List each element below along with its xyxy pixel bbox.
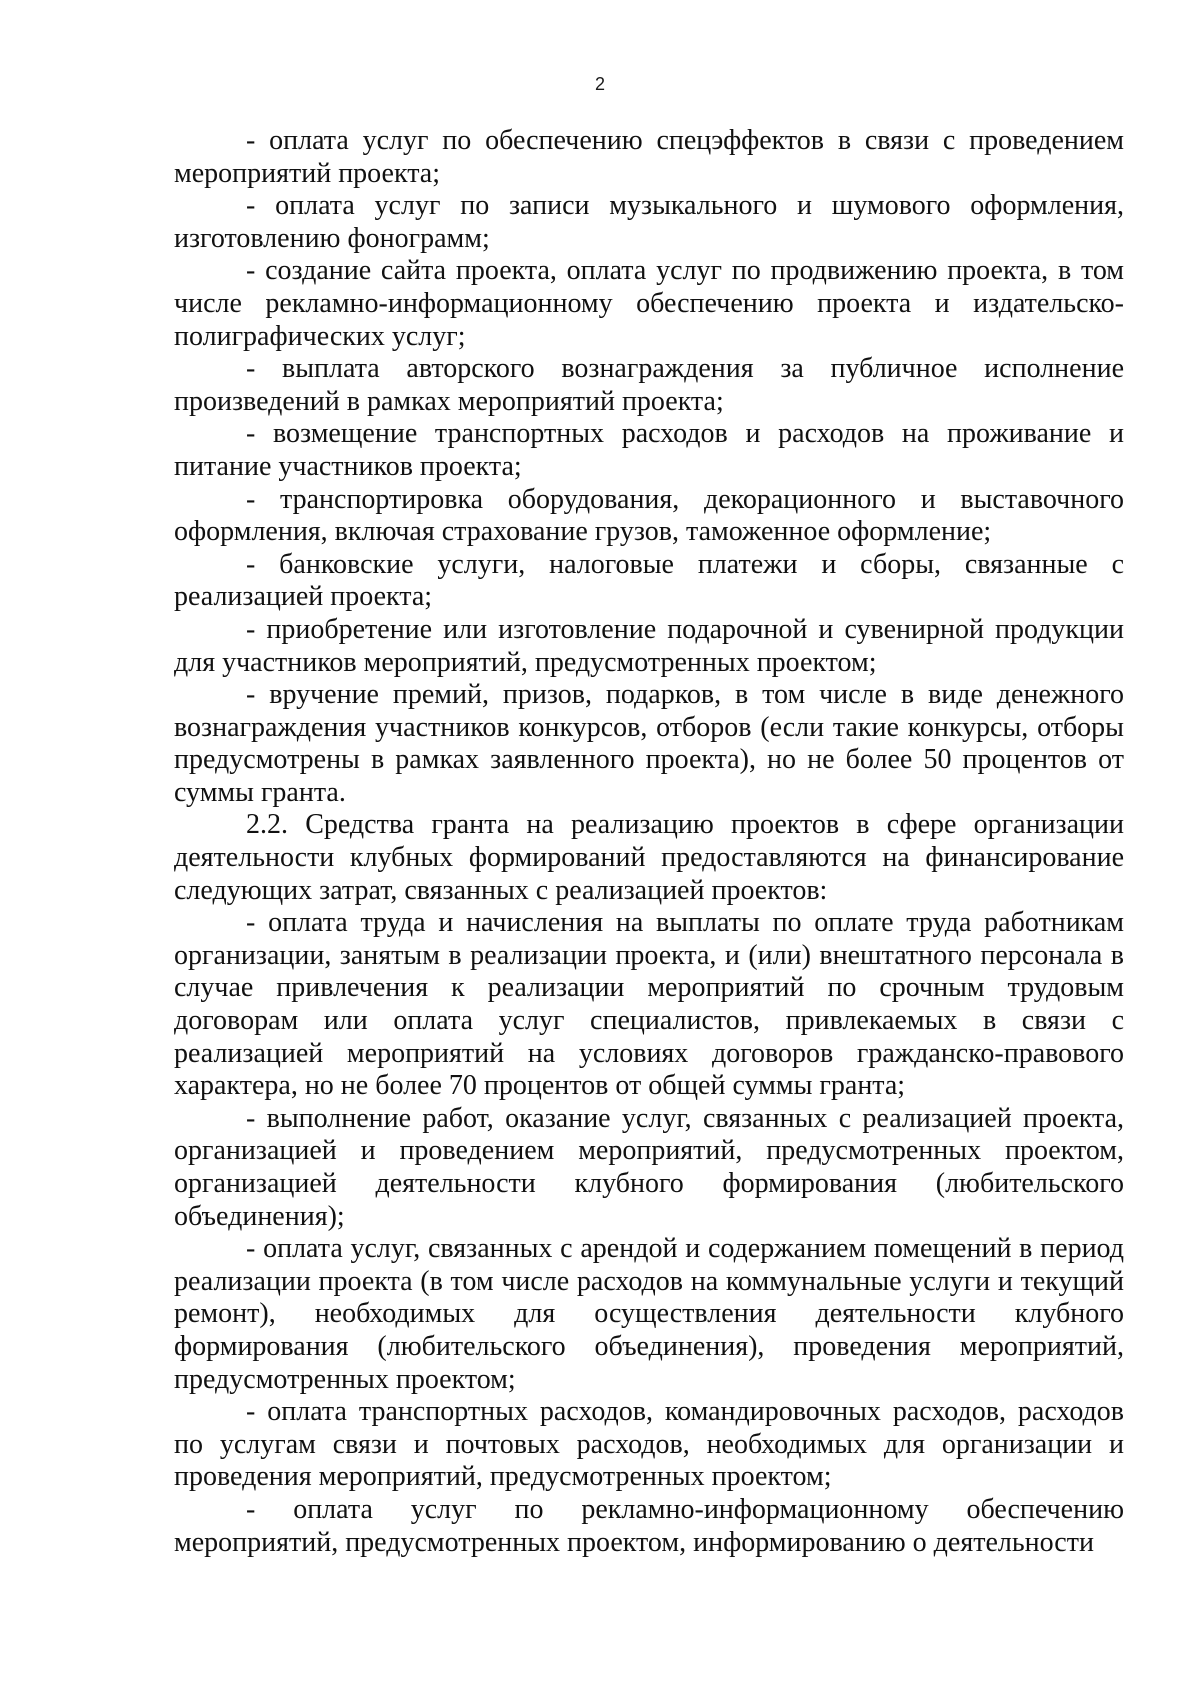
paragraph: - оплата услуг по записи музыкального и шумового оформления, изготовлению фонограмм;	[174, 190, 1124, 254]
paragraph: - транспортировка оборудования, декорационного и выставочного оформления, включая страхование грузов, таможенное оформление;	[174, 483, 1124, 548]
document-body	[174, 125, 1124, 1559]
paragraph: - оплата труда и начисления на выплаты по оплате труда работникам организации, занятым в реализации проекта, и (или) внештатного персонала в случае привлечения к реализации мероприятий по срочным трудовым договорам или оплата услуг специалистов, привлекаемых в связи с реализацией мероприятий на условиях договоров гражданско-правового характера, но не более 70 процентов от общей суммы гранта;	[174, 907, 1124, 1102]
paragraph: - оплата транспортных расходов, командировочных расходов, расходов по услугам связи и почтовых расходов, необходимых для организации и проведения мероприятий, предусмотренных проектом;	[174, 1396, 1124, 1493]
paragraph: - приобретение или изготовление подарочной и сувенирной продукции для участников мероприятий, предусмотренных проектом;	[174, 613, 1124, 678]
paragraph: - оплата услуг, связанных с арендой и содержанием помещений в период реализации проекта (в том числе расходов на коммунальные услуги и текущий ремонт), необходимых для осуществления деятельности клубного формирования (любительского объединения), проведения мероприятий, предусмотренных проектом;	[174, 1233, 1124, 1395]
paragraph: - вручение премий, призов, подарков, в том числе в виде денежного вознаграждения участников конкурсов, отборов (если такие конкурсы, отборы предусмотрены в рамках заявленного проекта), но не более 50 процентов от суммы гранта.	[174, 679, 1124, 808]
paragraph: - создание сайта проекта, оплата услуг по продвижению проекта, в том числе рекламно-информационному обеспечению проекта и издательско-полиграфических услуг;	[174, 255, 1124, 352]
paragraph: - оплата услуг по обеспечению спецэффектов в связи с проведением мероприятий проекта;	[174, 125, 1124, 189]
section-paragraph: 2.2. Средства гранта на реализацию проектов в сфере организации деятельности клубных формирований предоставляются на финансирование следующих затрат, связанных с реализацией проектов:	[174, 809, 1124, 906]
paragraph: - банковские услуги, налоговые платежи и сборы, связанные с реализацией проекта;	[174, 548, 1124, 613]
paragraph: - выполнение работ, оказание услуг, связанных с реализацией проекта, организацией и проведением мероприятий, предусмотренных проектом, организацией деятельности клубного формирования (любительского объединения);	[174, 1102, 1124, 1232]
page-number: 2	[594, 74, 605, 94]
paragraph: - выплата авторского вознаграждения за публичное исполнение произведений в рамках мероприятий проекта;	[174, 353, 1124, 417]
paragraph: - возмещение транспортных расходов и расходов на проживание и питание участников проекта;	[174, 418, 1124, 482]
paragraph: - оплата услуг по рекламно-информационному обеспечению мероприятий, предусмотренных проектом, информированию о деятельности	[174, 1493, 1124, 1558]
